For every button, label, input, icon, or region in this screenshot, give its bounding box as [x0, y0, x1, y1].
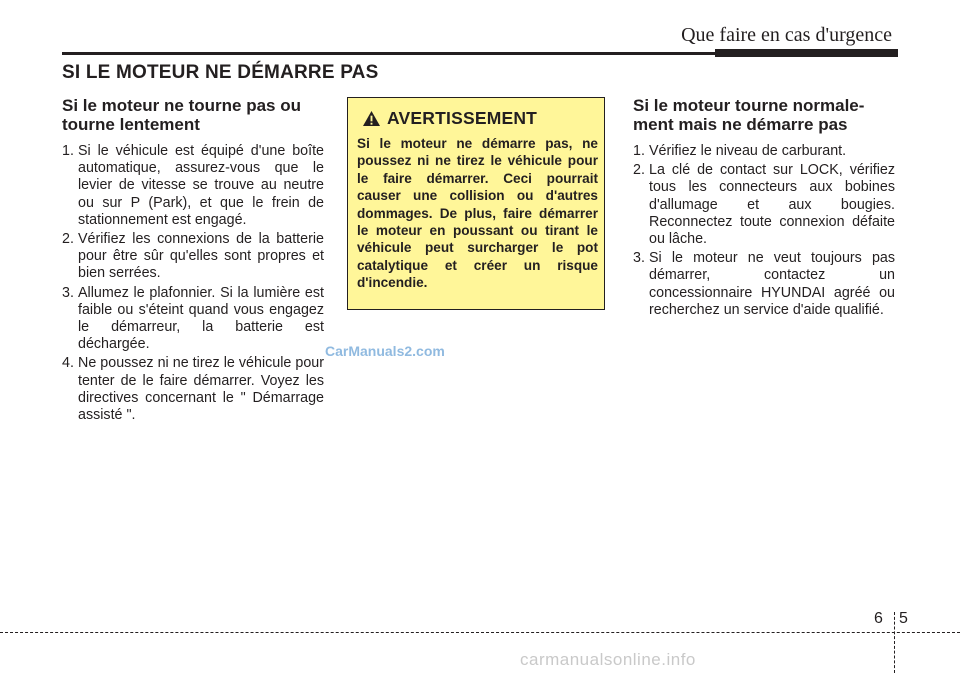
step-number: 2. [62, 231, 74, 248]
page-number-divider [894, 612, 895, 673]
step-text: Si le moteur ne veut toujours pas démarrer, contactez un concessionnaire HYUNDAI agréé ou recherchez un service d'aide qualifié. [649, 250, 895, 318]
list-item [633, 143, 895, 160]
step-number: 1. [633, 143, 645, 159]
warning-triangle-icon [362, 110, 381, 127]
left-steps-list [62, 143, 324, 424]
section-title: SI LE MOTEUR NE DÉMARRE PAS [62, 62, 379, 83]
page-number: 5 [899, 610, 908, 627]
list-item [633, 162, 895, 248]
step-number: 2. [633, 162, 645, 179]
list-item [633, 250, 895, 319]
left-column [62, 96, 324, 426]
step-text: Vérifiez les connexions de la batterie pour être sûr qu'elles sont propres et bien serrées. [78, 231, 324, 282]
step-text: Allumez le plafonnier. Si la lumière est faible ou s'éteint quand vous engagez le démarreur, la batterie est déchargée. [78, 284, 324, 353]
chapter-title: Que faire en cas d'urgence [681, 24, 892, 46]
step-text: Vérifiez le niveau de carburant. [649, 143, 847, 159]
left-heading: Si le moteur ne tourne pas ou tourne lentement [62, 96, 301, 134]
footer-watermark: carmanualsonline.info [520, 650, 696, 669]
step-number: 4. [62, 355, 74, 372]
step-text: La clé de contact sur LOCK, vérifiez tous les connecteurs aux bobines d'allumage et aux bougies. Reconnectez toute connexion défaite ou lâche. [649, 162, 895, 248]
step-text: Ne poussez ni ne tirez le véhicule pour tenter de le faire démarrer. Voyez les directives concernant le " Démarrage assisté ". [78, 355, 324, 424]
step-number: 1. [62, 143, 74, 159]
list-item [62, 231, 324, 283]
list-item [62, 285, 324, 354]
chapter-number: 6 [874, 610, 883, 627]
list-item [62, 355, 324, 424]
step-number: 3. [62, 284, 74, 301]
watermark-logo: CarManuals2.com [325, 343, 445, 359]
right-column [633, 96, 895, 321]
warning-header [357, 108, 598, 129]
warning-title: AVERTISSEMENT [387, 108, 538, 128]
footer-divider [0, 632, 960, 633]
warning-box [347, 97, 605, 310]
warning-text: Si le moteur ne démarre pas, ne poussez ni ne tirez le véhicule pour le faire démarrer. Ceci pourrait causer une collision ou d'autres dommages. De plus, faire démarrer le moteur en poussant ou tirant le véhicule peut surcharger le pot catalytique et créer un risque d'incendie. [357, 136, 598, 291]
right-steps-list [633, 143, 895, 319]
right-heading: Si le moteur tourne normale-ment mais ne démarre pas [633, 96, 865, 134]
header-rule-accent [715, 49, 898, 57]
list-item [62, 143, 324, 229]
step-number: 3. [633, 250, 645, 267]
step-text: Si le véhicule est équipé d'une boîte automatique, assurez-vous que le levier de vitesse se trouve au neutre ou sur P (Park), et que le frein de stationnement est engagé. [78, 143, 324, 228]
